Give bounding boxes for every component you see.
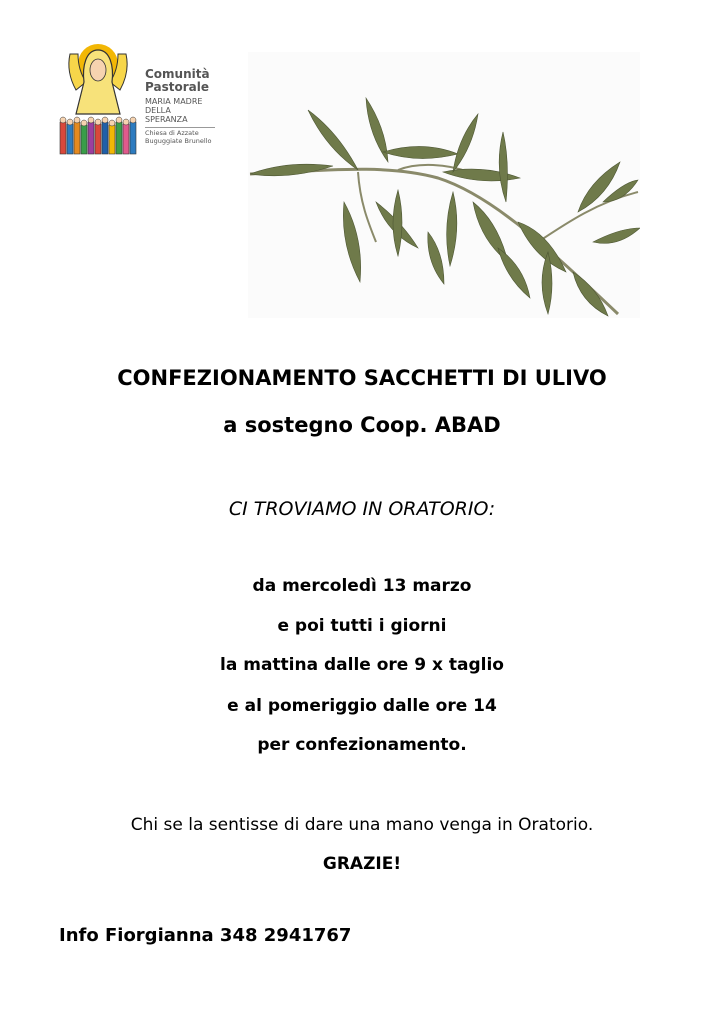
community-logo <box>56 42 216 162</box>
thanks-text: GRAZIE! <box>322 854 402 874</box>
olive-branch-photo <box>248 52 640 318</box>
logo-churches: Chiesa di Azzate Buguggiate Brunello <box>145 129 212 145</box>
call-to-action-text: Chi se la sentisse di dare una mano venga in Oratorio. <box>130 815 594 835</box>
logo-subtitle: MARIA MADRE DELLA SPERANZA <box>145 97 203 124</box>
logo-title: Comunità Pastorale <box>145 67 210 94</box>
subtitle-heading: a sostegno Coop. ABAD <box>223 413 501 437</box>
olive-branch-icon <box>248 52 640 318</box>
title-heading: CONFEZIONAMENTO SACCHETTI DI ULIVO <box>117 366 607 390</box>
schedule-line: per confezionamento. <box>257 735 467 755</box>
schedule-line: la mattina dalle ore 9 x taglio <box>220 655 504 675</box>
logo-divider <box>145 127 215 128</box>
location-line: CI TROVIAMO IN ORATORIO: <box>228 498 496 520</box>
contact-info: Info Fiorgianna 348 2941767 <box>59 925 352 946</box>
schedule-line: da mercoledì 13 marzo <box>252 576 472 596</box>
madonna-logo-icon <box>56 42 140 162</box>
schedule-line: e al pomeriggio dalle ore 14 <box>227 696 497 716</box>
logo-text-block <box>145 68 215 145</box>
schedule-line: e poi tutti i giorni <box>277 616 447 636</box>
